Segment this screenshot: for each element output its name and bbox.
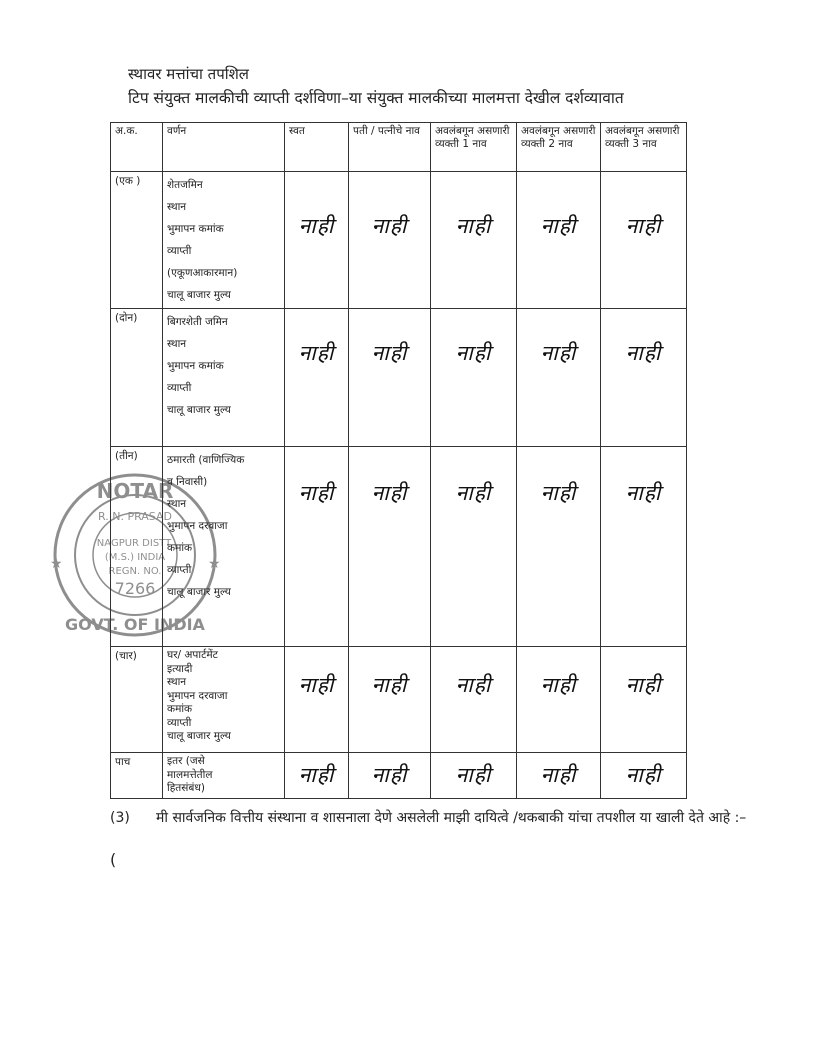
- handwritten-value: नाही: [540, 214, 577, 238]
- handwritten-value-cell: [285, 753, 349, 799]
- col-header-serial: अ.क.: [111, 123, 163, 172]
- table-header-row: [111, 123, 687, 172]
- handwritten-value-cell: [431, 447, 517, 647]
- row-description: [163, 753, 285, 799]
- col-header-self: स्वत: [285, 123, 349, 172]
- description-line: मालमत्तेतील: [167, 768, 213, 781]
- handwritten-value: नाही: [625, 214, 662, 238]
- handwritten-value: नाही: [625, 763, 662, 787]
- handwritten-value-cell: [431, 647, 517, 753]
- row-number: (एक ): [111, 172, 163, 309]
- description-line: (एकूणआकारमान): [167, 267, 238, 279]
- liabilities-note: [110, 808, 770, 828]
- description-line: ठमारती (वाणिज्यिक: [167, 454, 245, 466]
- svg-text:7266: 7266: [114, 579, 156, 598]
- description-line: व्याप्ती: [167, 245, 192, 257]
- svg-text:(M.S.) INDIA: (M.S.) INDIA: [104, 552, 166, 563]
- handwritten-value: नाही: [540, 341, 577, 365]
- description-line: इतर (जसे: [167, 755, 205, 767]
- handwritten-value-cell: [285, 647, 349, 753]
- description-line: इत्यादी: [167, 662, 193, 675]
- table-row: [111, 753, 687, 799]
- description-line: चालू बाजार मुल्य: [167, 586, 231, 598]
- handwritten-value-cell: [517, 753, 601, 799]
- description-line: बिगरशेती जमिन: [167, 316, 228, 328]
- handwritten-value-cell: [601, 309, 687, 447]
- row-number: पाच: [111, 753, 163, 799]
- svg-text:★: ★: [50, 556, 63, 572]
- row-description: [163, 309, 285, 447]
- handwritten-value-cell: [349, 447, 431, 647]
- description-line: शेतजमिन: [167, 179, 203, 191]
- description-line: हितसंबंध): [167, 782, 205, 794]
- handwritten-value: नाही: [455, 673, 492, 697]
- handwritten-value: नाही: [371, 341, 408, 365]
- handwritten-value-cell: [601, 647, 687, 753]
- handwritten-value: नाही: [371, 481, 408, 505]
- description-line: चालू बाजार मुल्य: [167, 404, 231, 416]
- svg-text:NOTAR: NOTAR: [96, 479, 174, 503]
- handwritten-value-cell: [349, 753, 431, 799]
- description-line: कमांक: [167, 542, 193, 554]
- description-line: स्थान: [167, 498, 187, 510]
- description-line: व निवासी): [167, 476, 208, 488]
- description-line: स्थान: [167, 676, 187, 688]
- description-line: स्थान: [167, 201, 187, 213]
- handwritten-value-cell: [285, 447, 349, 647]
- svg-text:GOVT. OF INDIA: GOVT. OF INDIA: [65, 615, 205, 634]
- description-line: भुमापन कमांक: [167, 360, 224, 372]
- description-line: भुमापन दरवाजा: [167, 520, 228, 532]
- handwritten-value-cell: [431, 172, 517, 309]
- svg-text:R. N. PRASAD: R. N. PRASAD: [97, 510, 173, 523]
- svg-text:REGN. NO.: REGN. NO.: [108, 566, 162, 577]
- table-row: [111, 647, 687, 753]
- handwritten-value-cell: [285, 172, 349, 309]
- handwritten-value-cell: [517, 309, 601, 447]
- description-line: भुमापन कमांक: [167, 223, 224, 235]
- description-line: व्याप्ती: [167, 564, 192, 576]
- open-parenthesis: (: [110, 850, 117, 869]
- handwritten-value-cell: [517, 447, 601, 647]
- note-number: (3): [110, 810, 130, 826]
- description-line: चालू बाजार मुल्य: [167, 730, 231, 742]
- row-number: (तीन): [111, 447, 163, 647]
- handwritten-value: नाही: [298, 673, 335, 697]
- handwritten-value: नाही: [298, 763, 335, 787]
- col-header-dependent-1: अवलंबगून असणारी व्यक्ती 1 नाव: [431, 123, 517, 172]
- table-row: [111, 172, 687, 309]
- svg-text:★: ★: [208, 556, 221, 572]
- handwritten-value: नाही: [371, 763, 408, 787]
- svg-text:NAGPUR DISTT.: NAGPUR DISTT.: [96, 538, 174, 549]
- handwritten-value-cell: [601, 447, 687, 647]
- description-line: व्याप्ती: [167, 716, 192, 729]
- row-number: (दोन): [111, 309, 163, 447]
- handwritten-value: नाही: [625, 673, 662, 697]
- handwritten-value: नाही: [455, 341, 492, 365]
- handwritten-value: नाही: [625, 341, 662, 365]
- handwritten-value-cell: [601, 753, 687, 799]
- description-line: कमांक: [167, 703, 193, 715]
- handwritten-value: नाही: [540, 763, 577, 787]
- col-header-dependent-2: अवलंबगून असणारी व्यक्ती 2 नाव: [517, 123, 601, 172]
- handwritten-value: नाही: [540, 481, 577, 505]
- description-line: स्थान: [167, 338, 187, 350]
- handwritten-value: नाही: [371, 673, 408, 697]
- handwritten-value-cell: [349, 309, 431, 447]
- handwritten-value: नाही: [298, 481, 335, 505]
- handwritten-value-cell: [431, 309, 517, 447]
- description-line: व्याप्ती: [167, 382, 192, 394]
- handwritten-value-cell: [517, 647, 601, 753]
- handwritten-value: नाही: [540, 673, 577, 697]
- handwritten-value-cell: [285, 309, 349, 447]
- table-row: [111, 447, 687, 647]
- handwritten-value: नाही: [298, 341, 335, 365]
- table-row: [111, 309, 687, 447]
- handwritten-value: नाही: [298, 214, 335, 238]
- col-header-description: वर्णन: [163, 123, 285, 172]
- note-text: मी सार्वजनिक वित्तीय संस्थाना व शासनाला देणे असलेली माझी दायित्वे /थकबाकी यांचा तपशील या खाली देते आहे :–: [156, 810, 747, 826]
- description-line: घर/ अपार्टमेंट: [167, 649, 218, 661]
- handwritten-value-cell: [349, 172, 431, 309]
- section-title: स्थावर मत्तांचा तपशिल: [128, 65, 249, 83]
- handwritten-value: नाही: [455, 481, 492, 505]
- handwritten-value: नाही: [371, 214, 408, 238]
- handwritten-value-cell: [517, 172, 601, 309]
- col-header-dependent-3: अवलंबगून असणारी व्यक्ती 3 नाव: [601, 123, 687, 172]
- handwritten-value: नाही: [455, 763, 492, 787]
- handwritten-value: नाही: [455, 214, 492, 238]
- section-note: टिप संयुक्त मालकीची व्याप्ती दर्शविणा–या संयुक्त मालकीच्या मालमत्ता देखील दर्शव्यावात: [128, 89, 624, 107]
- handwritten-value-cell: [431, 753, 517, 799]
- row-number: (चार): [111, 647, 163, 753]
- description-line: भुमापन दरवाजा: [167, 689, 228, 702]
- handwritten-value: नाही: [625, 481, 662, 505]
- row-description: [163, 447, 285, 647]
- handwritten-value-cell: [601, 172, 687, 309]
- col-header-spouse: पती / पत्नीचे नाव: [349, 123, 431, 172]
- handwritten-value-cell: [349, 647, 431, 753]
- assets-table: [110, 122, 687, 799]
- row-description: [163, 647, 285, 753]
- description-line: चालू बाजार मुल्य: [167, 289, 231, 301]
- row-description: [163, 172, 285, 309]
